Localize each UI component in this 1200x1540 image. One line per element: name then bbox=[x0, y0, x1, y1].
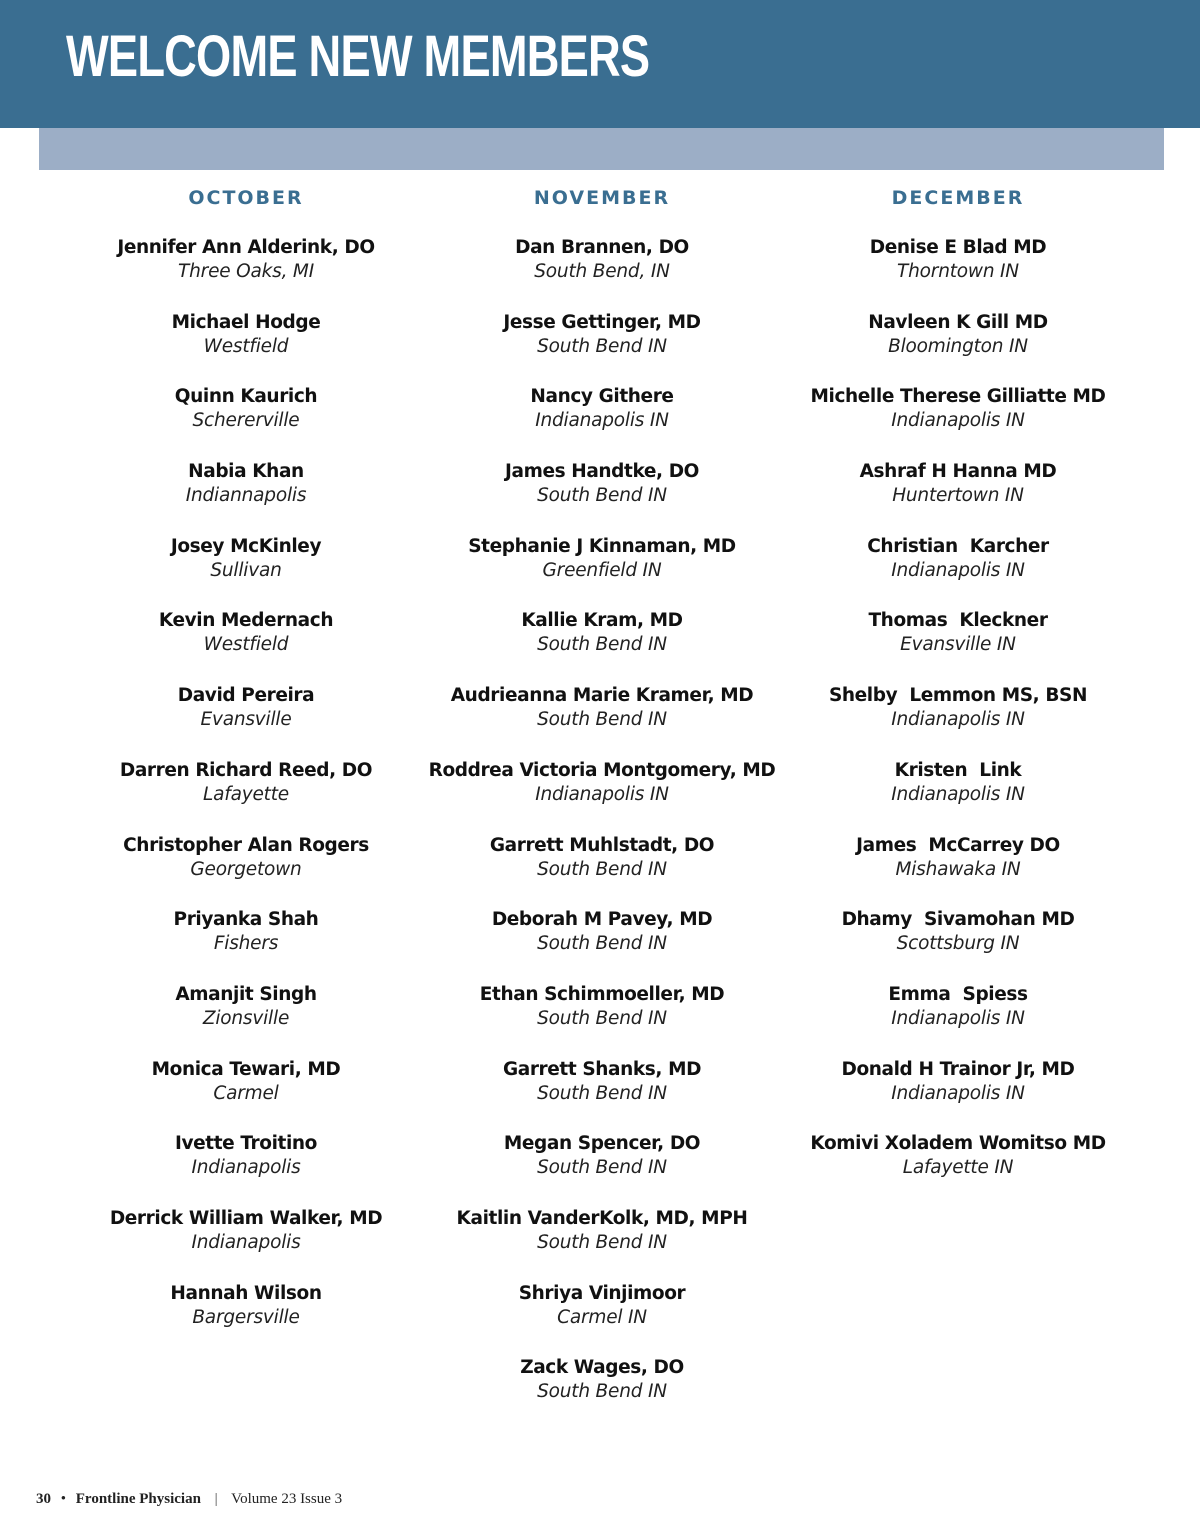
member-name: Shelby Lemmon MS, BSN bbox=[828, 685, 1088, 707]
member-city: South Bend IN bbox=[537, 933, 667, 955]
member-entry bbox=[780, 609, 1136, 684]
footer-divider: | bbox=[214, 1491, 218, 1507]
member-entry bbox=[780, 460, 1136, 535]
member-entry bbox=[68, 236, 424, 311]
member-name: Hannah Wilson bbox=[170, 1282, 322, 1304]
member-entry bbox=[68, 908, 424, 983]
member-name: Emma Spiess bbox=[888, 983, 1028, 1005]
member-entry bbox=[424, 684, 780, 759]
member-city: Zionsville bbox=[202, 1007, 290, 1029]
page-footer bbox=[36, 1488, 342, 1510]
member-entry bbox=[424, 236, 780, 311]
member-entry bbox=[780, 1058, 1136, 1133]
member-city: South Bend IN bbox=[537, 1157, 667, 1179]
member-name: Monica Tewari, MD bbox=[151, 1058, 341, 1080]
member-entry bbox=[68, 1207, 424, 1282]
member-name: Megan Spencer, DO bbox=[503, 1133, 701, 1155]
member-entry bbox=[68, 759, 424, 834]
member-name: Ivette Troitino bbox=[175, 1133, 317, 1155]
member-entry bbox=[68, 535, 424, 610]
member-entry bbox=[780, 236, 1136, 311]
october-column bbox=[68, 184, 424, 1356]
member-entry bbox=[424, 834, 780, 909]
member-name: Michael Hodge bbox=[171, 311, 321, 333]
member-name: Stephanie J Kinnaman, MD bbox=[468, 535, 736, 557]
member-city: Greenfield IN bbox=[542, 559, 662, 581]
member-name: Shriya Vinjimoor bbox=[518, 1282, 686, 1304]
member-entry bbox=[424, 759, 780, 834]
member-name: Ashraf H Hanna MD bbox=[859, 461, 1057, 483]
member-city: Indianapolis IN bbox=[535, 783, 669, 805]
member-name: Ethan Schimmoeller, MD bbox=[479, 983, 725, 1005]
member-entry bbox=[424, 983, 780, 1058]
member-entry bbox=[780, 759, 1136, 834]
member-entry bbox=[68, 460, 424, 535]
member-city: Indianapolis IN bbox=[891, 410, 1025, 432]
member-city: South Bend IN bbox=[537, 634, 667, 656]
member-name: James McCarrey DO bbox=[856, 834, 1060, 856]
member-city: Indianapolis IN bbox=[891, 783, 1025, 805]
member-city: Bargersville bbox=[192, 1306, 300, 1328]
member-name: Nabia Khan bbox=[188, 461, 304, 483]
member-name: Zack Wages, DO bbox=[520, 1357, 684, 1379]
member-name: Dhamy Sivamohan MD bbox=[841, 909, 1075, 931]
member-city: Fishers bbox=[213, 933, 279, 955]
member-name: Kallie Kram, MD bbox=[521, 610, 683, 632]
member-name: Deborah M Pavey, MD bbox=[491, 909, 713, 931]
header-band bbox=[0, 0, 1200, 128]
member-city: South Bend IN bbox=[537, 335, 667, 357]
member-name: Audrieanna Marie Kramer, MD bbox=[450, 685, 754, 707]
member-name: Nancy Githere bbox=[530, 386, 674, 408]
page-title: WELCOME NEW MEMBERS bbox=[66, 24, 650, 89]
member-entry bbox=[68, 1058, 424, 1133]
member-entry bbox=[424, 609, 780, 684]
member-city: South Bend IN bbox=[537, 1231, 667, 1253]
member-city: Indianapolis bbox=[191, 1157, 301, 1179]
member-name: David Pereira bbox=[177, 685, 315, 707]
member-city: South Bend IN bbox=[537, 485, 667, 507]
december-column bbox=[780, 184, 1136, 1207]
publication-name: Frontline Physician bbox=[75, 1491, 201, 1507]
member-entry bbox=[68, 684, 424, 759]
member-entry bbox=[424, 460, 780, 535]
member-entry bbox=[780, 535, 1136, 610]
member-city: Mishawaka IN bbox=[895, 858, 1021, 880]
issue-label: Volume 23 Issue 3 bbox=[231, 1491, 343, 1507]
member-name: Dan Brannen, DO bbox=[515, 237, 689, 258]
member-name: Kristen Link bbox=[894, 759, 1022, 781]
member-city: South Bend, IN bbox=[534, 261, 670, 282]
member-name: Amanjit Singh bbox=[175, 983, 317, 1005]
member-city: Huntertown IN bbox=[892, 485, 1024, 507]
member-city: Sullivan bbox=[210, 559, 282, 581]
member-city: Indianapolis IN bbox=[535, 410, 669, 432]
bullet-separator: • bbox=[60, 1491, 67, 1507]
member-city: Indianapolis IN bbox=[891, 1082, 1025, 1104]
member-entry bbox=[424, 535, 780, 610]
member-entry bbox=[424, 1132, 780, 1207]
member-name: Jesse Gettinger, MD bbox=[503, 311, 701, 333]
header-sub-band bbox=[39, 128, 1164, 170]
member-name: Christopher Alan Rogers bbox=[123, 834, 369, 856]
member-name: Donald H Trainor Jr, MD bbox=[841, 1058, 1075, 1080]
member-entry bbox=[68, 311, 424, 386]
member-entry bbox=[780, 834, 1136, 909]
november-column bbox=[424, 184, 780, 1431]
member-name: Garrett Muhlstadt, DO bbox=[489, 834, 715, 856]
member-list bbox=[780, 236, 1136, 1207]
member-city: Schererville bbox=[192, 410, 300, 432]
member-city: Indianapolis IN bbox=[891, 1007, 1025, 1029]
member-name: James Handtke, DO bbox=[505, 461, 699, 483]
member-entry bbox=[68, 983, 424, 1058]
member-city: Carmel bbox=[213, 1082, 279, 1104]
member-name: Roddrea Victoria Montgomery, MD bbox=[428, 759, 776, 781]
member-name: Denise E Blad MD bbox=[869, 237, 1047, 258]
member-city: Westfield bbox=[203, 335, 289, 357]
member-city: Three Oaks, MI bbox=[178, 261, 314, 282]
member-entry bbox=[424, 1356, 780, 1431]
member-name: Priyanka Shah bbox=[173, 909, 319, 931]
member-city: Indianapolis IN bbox=[891, 709, 1025, 731]
member-city: Scottsburg IN bbox=[896, 933, 1020, 955]
member-entry bbox=[68, 609, 424, 684]
member-city: South Bend IN bbox=[537, 709, 667, 731]
member-city: Westfield bbox=[203, 634, 289, 656]
member-city: South Bend IN bbox=[537, 1082, 667, 1104]
member-entry bbox=[68, 385, 424, 460]
member-entry bbox=[424, 385, 780, 460]
member-list bbox=[424, 236, 780, 1431]
member-name: Garrett Shanks, MD bbox=[502, 1058, 702, 1080]
member-entry bbox=[780, 684, 1136, 759]
member-entry bbox=[780, 908, 1136, 983]
member-name: Quinn Kaurich bbox=[174, 386, 318, 408]
member-entry bbox=[780, 311, 1136, 386]
member-city: Lafayette IN bbox=[902, 1157, 1014, 1179]
member-entry bbox=[68, 1132, 424, 1207]
member-entry bbox=[68, 1282, 424, 1357]
member-city: Georgetown bbox=[190, 858, 302, 880]
member-name: Thomas Kleckner bbox=[868, 610, 1048, 632]
member-entry bbox=[68, 834, 424, 909]
member-name: Kevin Medernach bbox=[158, 610, 334, 632]
month-heading: OCTOBER bbox=[188, 187, 304, 209]
member-name: Josey McKinley bbox=[170, 535, 322, 557]
member-name: Kaitlin VanderKolk, MD, MPH bbox=[456, 1207, 748, 1229]
member-entry bbox=[424, 311, 780, 386]
member-city: Indianapolis IN bbox=[891, 559, 1025, 581]
member-list bbox=[68, 236, 424, 1356]
member-city: Evansville IN bbox=[900, 634, 1016, 656]
member-city: Lafayette bbox=[203, 783, 289, 805]
member-name: Darren Richard Reed, DO bbox=[119, 759, 373, 781]
member-name: Komivi Xoladem Womitso MD bbox=[810, 1133, 1106, 1155]
member-city: Indianapolis bbox=[191, 1231, 301, 1253]
member-entry bbox=[424, 1058, 780, 1133]
member-entry bbox=[424, 1207, 780, 1282]
member-city: Indiannapolis bbox=[185, 485, 307, 507]
month-heading: DECEMBER bbox=[891, 187, 1025, 209]
member-city: South Bend IN bbox=[537, 1381, 667, 1403]
member-city: South Bend IN bbox=[537, 858, 667, 880]
member-entry bbox=[424, 908, 780, 983]
member-entry bbox=[780, 983, 1136, 1058]
member-name: Michelle Therese Gilliatte MD bbox=[810, 386, 1106, 408]
member-entry bbox=[780, 385, 1136, 460]
member-name: Christian Karcher bbox=[867, 535, 1049, 557]
member-name: Derrick William Walker, MD bbox=[109, 1207, 383, 1229]
member-city: Bloomington IN bbox=[888, 335, 1028, 357]
month-heading: NOVEMBER bbox=[533, 187, 671, 209]
member-entry bbox=[424, 1282, 780, 1357]
page-number: 30 bbox=[36, 1491, 51, 1507]
member-city: Carmel IN bbox=[557, 1306, 647, 1328]
member-city: Thorntown IN bbox=[897, 261, 1019, 282]
member-name: Jennifer Ann Alderink, DO bbox=[117, 237, 375, 258]
member-city: Evansville bbox=[200, 709, 292, 731]
member-entry bbox=[780, 1132, 1136, 1207]
member-city: South Bend IN bbox=[537, 1007, 667, 1029]
member-name: Navleen K Gill MD bbox=[868, 311, 1048, 333]
